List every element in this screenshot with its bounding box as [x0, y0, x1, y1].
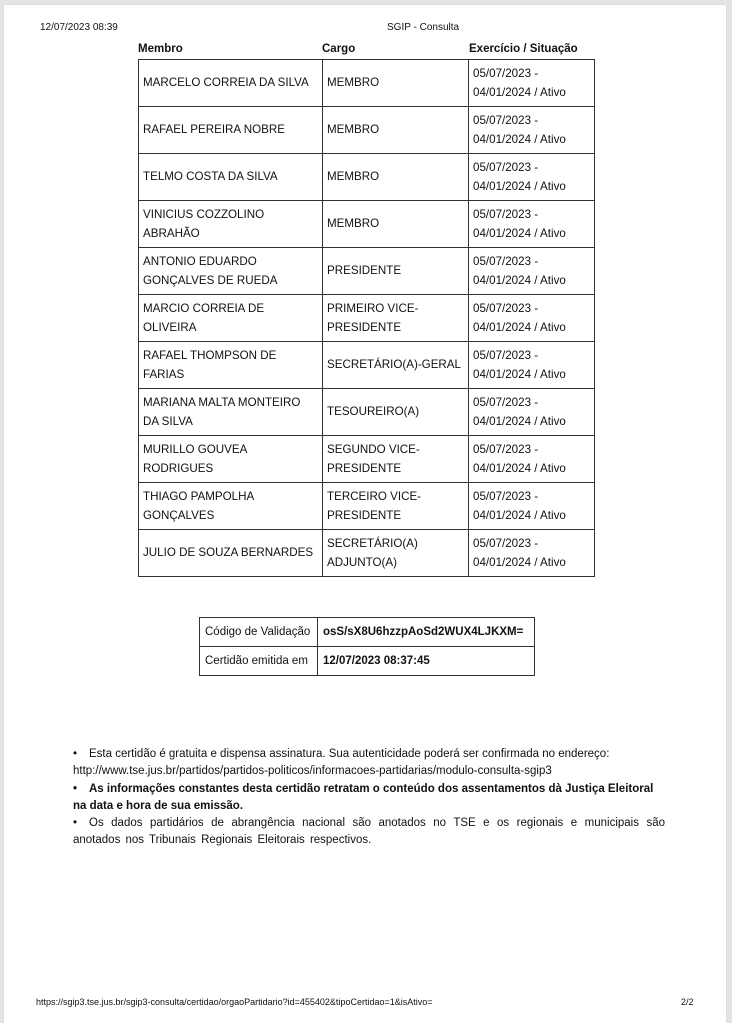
- member-name-cell: THIAGO PAMPOLHA GONÇALVES: [139, 483, 323, 530]
- bullet-icon: •: [73, 782, 78, 795]
- term-status-cell: 05/07/2023 - 04/01/2024 / Ativo: [469, 483, 595, 530]
- column-header-cargo: Cargo: [322, 43, 356, 55]
- role-cell: SECRETÁRIO(A) ADJUNTO(A): [323, 530, 469, 577]
- term-status-cell: 05/07/2023 - 04/01/2024 / Ativo: [469, 107, 595, 154]
- member-name-cell: JULIO DE SOUZA BERNARDES: [139, 530, 323, 577]
- term-status-cell: 05/07/2023 - 04/01/2024 / Ativo: [469, 60, 595, 107]
- bullet-icon: •: [73, 817, 78, 830]
- member-name-cell: RAFAEL THOMPSON DE FARIAS: [139, 342, 323, 389]
- role-cell: MEMBRO: [323, 154, 469, 201]
- members-table: [138, 59, 595, 577]
- role-cell: PRESIDENTE: [323, 248, 469, 295]
- term-status-cell: 05/07/2023 - 04/01/2024 / Ativo: [469, 248, 595, 295]
- page-number: 2/2: [681, 997, 694, 1007]
- member-name-cell: MURILLO GOUVEA RODRIGUES: [139, 436, 323, 483]
- term-status-cell: 05/07/2023 - 04/01/2024 / Ativo: [469, 154, 595, 201]
- term-status-cell: 05/07/2023 - 04/01/2024 / Ativo: [469, 530, 595, 577]
- validation-code-row: [200, 618, 535, 647]
- table-row: [139, 436, 595, 483]
- print-datetime: 12/07/2023 08:39: [40, 22, 118, 33]
- issued-at-value: 12/07/2023 08:37:45: [318, 647, 535, 676]
- table-row: [139, 295, 595, 342]
- document-page: [4, 5, 726, 1023]
- role-cell: TERCEIRO VICE-PRESIDENTE: [323, 483, 469, 530]
- term-status-cell: 05/07/2023 - 04/01/2024 / Ativo: [469, 342, 595, 389]
- issued-at-row: [200, 647, 535, 676]
- page-title: SGIP - Consulta: [387, 22, 460, 33]
- table-row: [139, 154, 595, 201]
- role-cell: TESOUREIRO(A): [323, 389, 469, 436]
- term-status-cell: 05/07/2023 - 04/01/2024 / Ativo: [469, 201, 595, 248]
- role-cell: MEMBRO: [323, 107, 469, 154]
- note-authenticity: • Esta certidão é gratuita e dispensa assinatura. Sua autenticidade poderá ser confirmada no endereço: http://www.tse.jus.br/partidos/partidos-politicos/informacoes-partidarias/modulo-consulta-sgip3: [73, 748, 610, 778]
- validation-box: [199, 617, 535, 676]
- role-cell: SECRETÁRIO(A)-GERAL: [323, 342, 469, 389]
- table-row: [139, 483, 595, 530]
- role-cell: MEMBRO: [323, 201, 469, 248]
- table-row: [139, 60, 595, 107]
- member-name-cell: MARCIO CORREIA DE OLIVEIRA: [139, 295, 323, 342]
- members-table-section: [138, 41, 595, 577]
- validation-code-value: osS/sX8U6hzzpAoSd2WUX4LJKXM=: [318, 618, 535, 647]
- note-records: • As informações constantes desta certidão retratam o conteúdo dos assentamentos dà Justiça Eleitoral na data e hora de sua emissão.: [73, 782, 654, 812]
- member-name-cell: VINICIUS COZZOLINO ABRAHÃO: [139, 201, 323, 248]
- note-jurisdiction: • Os dados partidários de abrangência nacional são anotados no TSE e os regionais e municipais são anotados nos Tribunais Regionais Eleitorais respectivos.: [73, 817, 665, 847]
- term-status-cell: 05/07/2023 - 04/01/2024 / Ativo: [469, 295, 595, 342]
- table-row: [139, 342, 595, 389]
- role-cell: SEGUNDO VICE-PRESIDENTE: [323, 436, 469, 483]
- column-header-membro: Membro: [138, 43, 183, 55]
- table-row: [139, 530, 595, 577]
- issued-at-label: Certidão emitida em: [200, 647, 318, 676]
- member-name-cell: RAFAEL PEREIRA NOBRE: [139, 107, 323, 154]
- table-row: [139, 201, 595, 248]
- footer-url: https://sgip3.tse.jus.br/sgip3-consulta/certidao/orgaoPartidario?id=455402&tipoCertidao=1&isAtivo=: [36, 997, 433, 1007]
- table-row: [139, 107, 595, 154]
- verification-url[interactable]: http://www.tse.jus.br/partidos/partidos-politicos/informacoes-partidarias/modulo-consulta-sgip3: [73, 765, 552, 778]
- member-name-cell: ANTONIO EDUARDO GONÇALVES DE RUEDA: [139, 248, 323, 295]
- role-cell: MEMBRO: [323, 60, 469, 107]
- notes-section: [73, 746, 665, 850]
- role-cell: PRIMEIRO VICE-PRESIDENTE: [323, 295, 469, 342]
- term-status-cell: 05/07/2023 - 04/01/2024 / Ativo: [469, 389, 595, 436]
- table-row: [139, 248, 595, 295]
- validation-table: [199, 617, 535, 676]
- table-row: [139, 389, 595, 436]
- term-status-cell: 05/07/2023 - 04/01/2024 / Ativo: [469, 436, 595, 483]
- member-name-cell: MARCELO CORREIA DA SILVA: [139, 60, 323, 107]
- validation-code-label: Código de Validação: [200, 618, 318, 647]
- members-table-header: [138, 41, 595, 59]
- member-name-cell: MARIANA MALTA MONTEIRO DA SILVA: [139, 389, 323, 436]
- bullet-icon: •: [73, 748, 78, 760]
- column-header-exercicio: Exercício / Situação: [469, 43, 578, 55]
- member-name-cell: TELMO COSTA DA SILVA: [139, 154, 323, 201]
